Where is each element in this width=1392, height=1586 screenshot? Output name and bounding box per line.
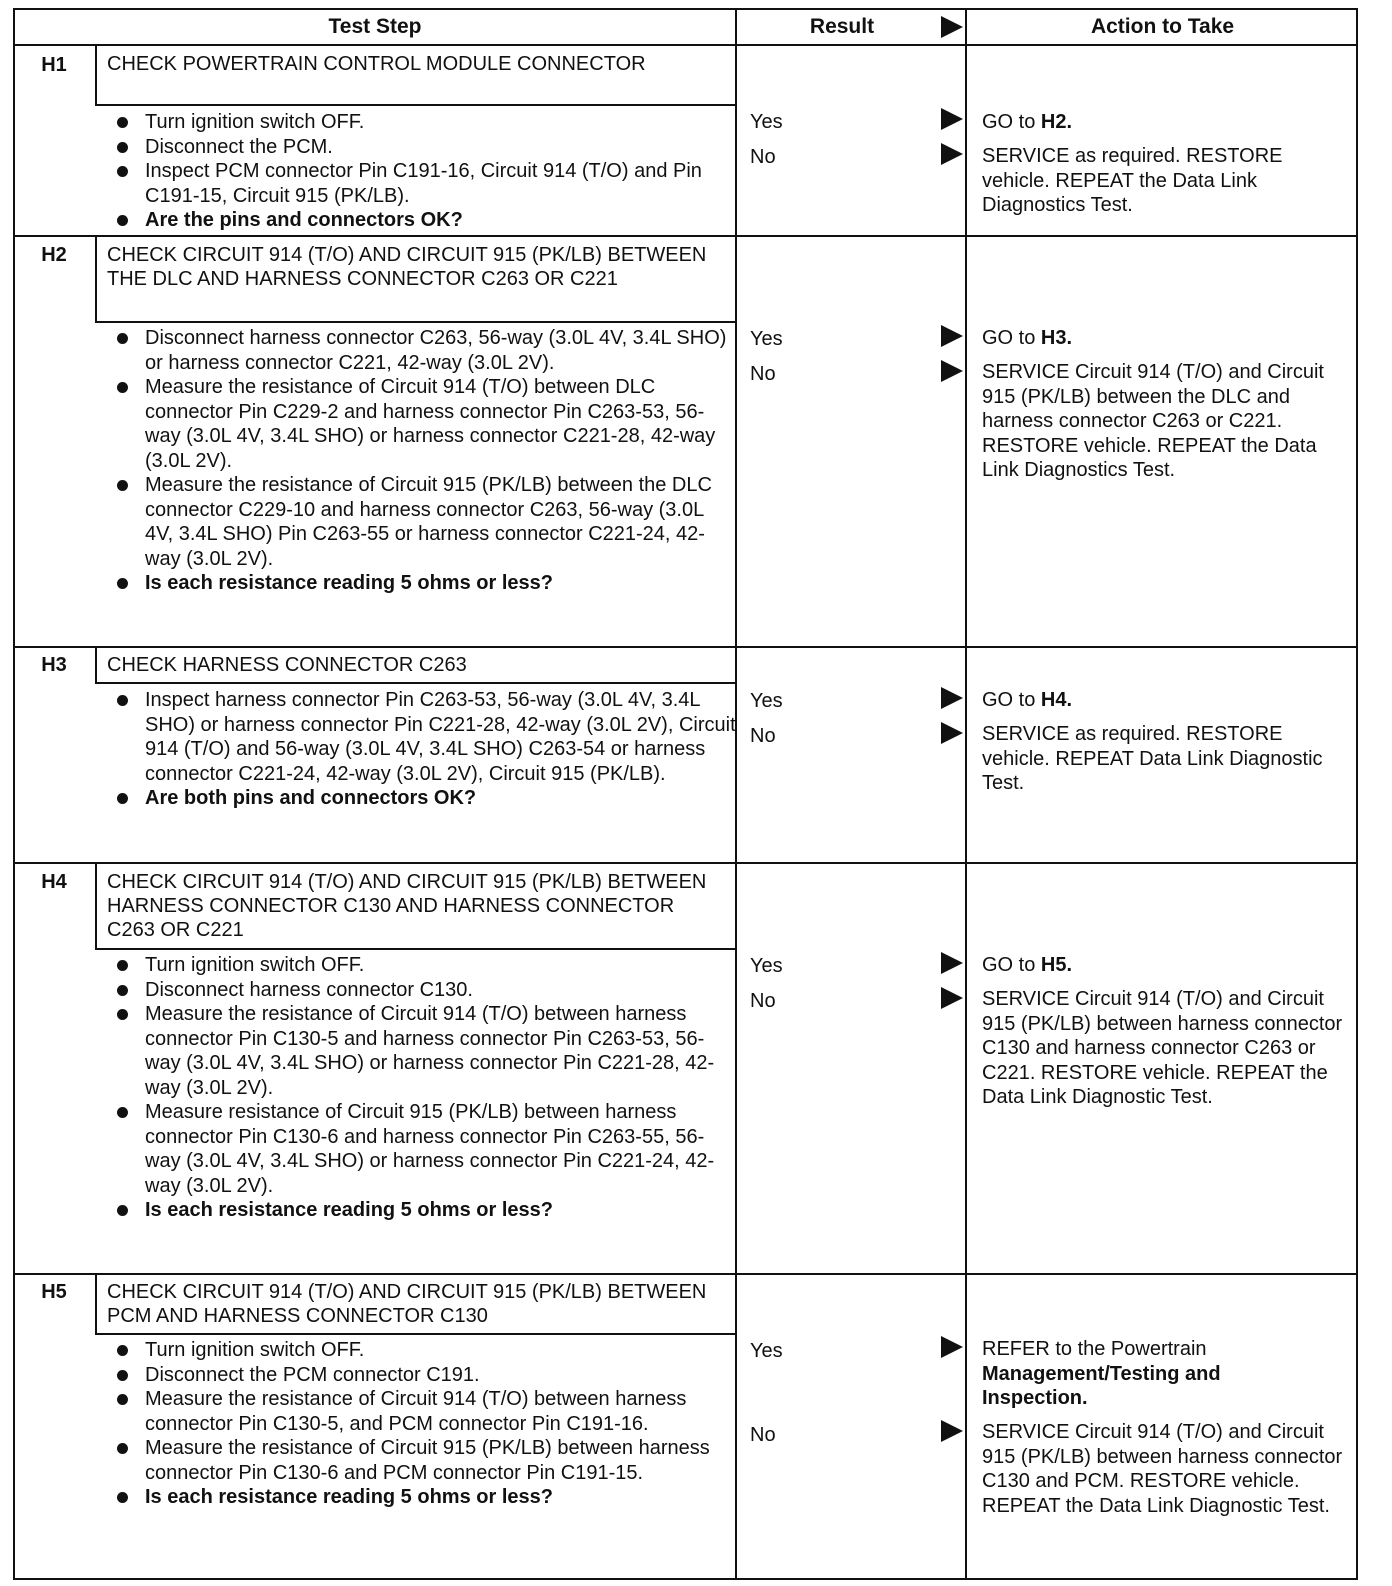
id-divider (95, 646, 97, 682)
bullet-icon (117, 578, 128, 589)
bullet-icon (117, 695, 128, 706)
result-no-h5: No (750, 1424, 776, 1446)
bullet-icon (117, 1205, 128, 1216)
step-rule (15, 646, 1356, 648)
action-yes-h4: GO to H5. (982, 954, 1073, 976)
result-yes-h2: Yes (750, 328, 783, 350)
list-item: Measure the resistance of Circuit 914 (T/O) between harness connector Pin C130-5 and harness connector Pin C263-53, 56-way (3.0L 4V, 3.4L SHO) or harness connector Pin C221-28, 42-way (3.0L 2V). (107, 1002, 737, 1100)
step-title-h5: CHECK CIRCUIT 914 (T/O) AND CIRCUIT 915 (PK/LB) BETWEEN PCM AND HARNESS CONNECTOR C130 (107, 1281, 707, 1327)
list-item: Is each resistance reading 5 ohms or less? (107, 1198, 737, 1223)
arrow-icon (941, 360, 963, 382)
bullet-icon (117, 382, 128, 393)
list-item: Disconnect harness connector C130. (107, 978, 737, 1003)
action-no-h3: SERVICE as required. RESTORE vehicle. REPEAT Data Link Diagnostic Test. (982, 723, 1323, 794)
list-item: Disconnect the PCM. (107, 135, 737, 160)
bullet-icon (117, 985, 128, 996)
step-bullets-h1 (107, 110, 737, 233)
column-divider (965, 10, 967, 1578)
result-yes-h1: Yes (750, 111, 783, 133)
action-yes-h5: REFER to the Powertrain Management/Testing and Inspection. (982, 1338, 1221, 1409)
step-id-h4: H4 (41, 871, 67, 893)
bullet-icon (117, 960, 128, 971)
list-item: Turn ignition switch OFF. (107, 953, 737, 978)
header-result: Result (809, 15, 875, 38)
step-title-h4: CHECK CIRCUIT 914 (T/O) AND CIRCUIT 915 (PK/LB) BETWEEN HARNESS CONNECTOR C130 AND HARNESS CONNECTOR C263 OR C221 (107, 871, 707, 941)
header-action: Action to Take (1090, 15, 1235, 38)
list-item: Are the pins and connectors OK? (107, 208, 737, 233)
bullet-icon (117, 333, 128, 344)
bullet-icon (117, 215, 128, 226)
title-rule (95, 948, 735, 950)
arrow-icon (941, 143, 963, 165)
result-no-h3: No (750, 725, 776, 747)
bullet-icon (117, 1492, 128, 1503)
action-no-h4: SERVICE Circuit 914 (T/O) and Circuit 915 (PK/LB) between harness connector C130 and harness connector C263 or C221. RESTORE vehicle. REPEAT the Data Link Diagnostic Test. (982, 988, 1343, 1108)
bullet-icon (117, 1370, 128, 1381)
result-no-h4: No (750, 990, 776, 1012)
list-item: Measure the resistance of Circuit 914 (T/O) between DLC connector Pin C229-2 and harness connector Pin C263-53, 56-way (3.0L 4V, 3.4L SHO) or harness connector C221-28, 42-way (3.0L 2V). (107, 375, 737, 473)
list-item: Are both pins and connectors OK? (107, 786, 737, 811)
step-bullets-h4 (107, 953, 737, 1223)
step-rule (15, 1273, 1356, 1275)
list-item: Is each resistance reading 5 ohms or less? (107, 1485, 737, 1510)
result-yes-h4: Yes (750, 955, 783, 977)
list-item: Disconnect the PCM connector C191. (107, 1363, 737, 1388)
step-id-h2: H2 (41, 244, 67, 266)
list-item: Measure resistance of Circuit 915 (PK/LB) between harness connector Pin C130-6 and harness connector Pin C263-55, 56-way (3.0L 4V, 3.4L SHO) or harness connector Pin C221-24, 42-way (3.0L 2V). (107, 1100, 737, 1198)
bullet-icon (117, 480, 128, 491)
list-item: Inspect PCM connector Pin C191-16, Circuit 914 (T/O) and Pin C191-15, Circuit 915 (PK/LB). (107, 159, 737, 208)
id-divider (95, 44, 97, 104)
action-yes-h2: GO to H3. (982, 327, 1073, 349)
title-rule (95, 104, 735, 106)
action-no-h1: SERVICE as required. RESTORE vehicle. REPEAT the Data Link Diagnostics Test. (982, 145, 1283, 216)
step-bullets-h3 (107, 688, 737, 811)
list-item: Disconnect harness connector C263, 56-way (3.0L 4V, 3.4L SHO) or harness connector C221, 42-way (3.0L 2V). (107, 326, 737, 375)
list-item: Turn ignition switch OFF. (107, 110, 737, 135)
step-title-h1: CHECK POWERTRAIN CONTROL MODULE CONNECTOR (107, 53, 646, 75)
result-no-h1: No (750, 146, 776, 168)
result-yes-h5: Yes (750, 1340, 783, 1362)
arrow-icon (941, 952, 963, 974)
result-no-h2: No (750, 363, 776, 385)
arrow-icon (941, 987, 963, 1009)
bullet-icon (117, 793, 128, 804)
arrow-icon (941, 722, 963, 744)
bullet-icon (117, 1443, 128, 1454)
action-no-h2: SERVICE Circuit 914 (T/O) and Circuit 915 (PK/LB) between the DLC and harness connector C263 or C221. RESTORE vehicle. REPEAT the Data Link Diagnostics Test. (982, 361, 1324, 481)
header-arrow-icon (941, 16, 963, 38)
action-yes-h3: GO to H4. (982, 689, 1073, 711)
step-rule (15, 235, 1356, 237)
step-rule (15, 862, 1356, 864)
step-bullets-h5 (107, 1338, 737, 1510)
action-no-h5: SERVICE Circuit 914 (T/O) and Circuit 915 (PK/LB) between harness connector C130 and PCM. RESTORE vehicle. REPEAT the Data Link Diagnostic Test. (982, 1421, 1343, 1517)
header-rule (15, 44, 1356, 46)
bullet-icon (117, 142, 128, 153)
arrow-icon (941, 108, 963, 130)
title-rule (95, 321, 735, 323)
id-divider (95, 1273, 97, 1333)
title-rule (95, 1333, 735, 1335)
list-item: Measure the resistance of Circuit 914 (T/O) between harness connector Pin C130-5, and PCM connector Pin C191-16. (107, 1387, 737, 1436)
list-item: Measure the resistance of Circuit 915 (PK/LB) between harness connector Pin C130-6 and PCM connector Pin C191-15. (107, 1436, 737, 1485)
bullet-icon (117, 1009, 128, 1020)
action-yes-h1: GO to H2. (982, 111, 1073, 133)
diagnostic-table (13, 8, 1358, 1580)
bullet-icon (117, 1394, 128, 1405)
bullet-icon (117, 166, 128, 177)
step-title-h2: CHECK CIRCUIT 914 (T/O) AND CIRCUIT 915 (PK/LB) BETWEEN THE DLC AND HARNESS CONNECTOR C263 OR C221 (107, 244, 707, 290)
id-divider (95, 235, 97, 321)
step-title-h3: CHECK HARNESS CONNECTOR C263 (107, 654, 467, 676)
arrow-icon (941, 687, 963, 709)
step-id-h3: H3 (41, 654, 67, 676)
list-item: Measure the resistance of Circuit 915 (PK/LB) between the DLC connector C229-10 and harness connector C263, 56-way (3.0L 4V, 3.4L SHO) Pin C263-55 or harness connector C221-24, 42-way (3.0L 2V). (107, 473, 737, 571)
id-divider (95, 862, 97, 948)
bullet-icon (117, 1345, 128, 1356)
step-bullets-h2 (107, 326, 737, 596)
bullet-icon (117, 1107, 128, 1118)
step-id-h5: H5 (41, 1281, 67, 1303)
step-id-h1: H1 (41, 54, 67, 76)
bullet-icon (117, 117, 128, 128)
result-yes-h3: Yes (750, 690, 783, 712)
list-item: Is each resistance reading 5 ohms or less? (107, 571, 737, 596)
arrow-icon (941, 325, 963, 347)
arrow-icon (941, 1420, 963, 1442)
title-rule (95, 682, 735, 684)
list-item: Inspect harness connector Pin C263-53, 56-way (3.0L 4V, 3.4L SHO) or harness connector Pin C221-28, 42-way (3.0L 2V), Circuit 914 (T/O) and 56-way (3.0L 4V, 3.4L SHO) C263-54 or harness connector C221-24, 42-way (3.0L 2V), Circuit 915 (PK/LB). (107, 688, 737, 786)
header-test-step: Test Step (328, 15, 422, 38)
arrow-icon (941, 1336, 963, 1358)
list-item: Turn ignition switch OFF. (107, 1338, 737, 1363)
